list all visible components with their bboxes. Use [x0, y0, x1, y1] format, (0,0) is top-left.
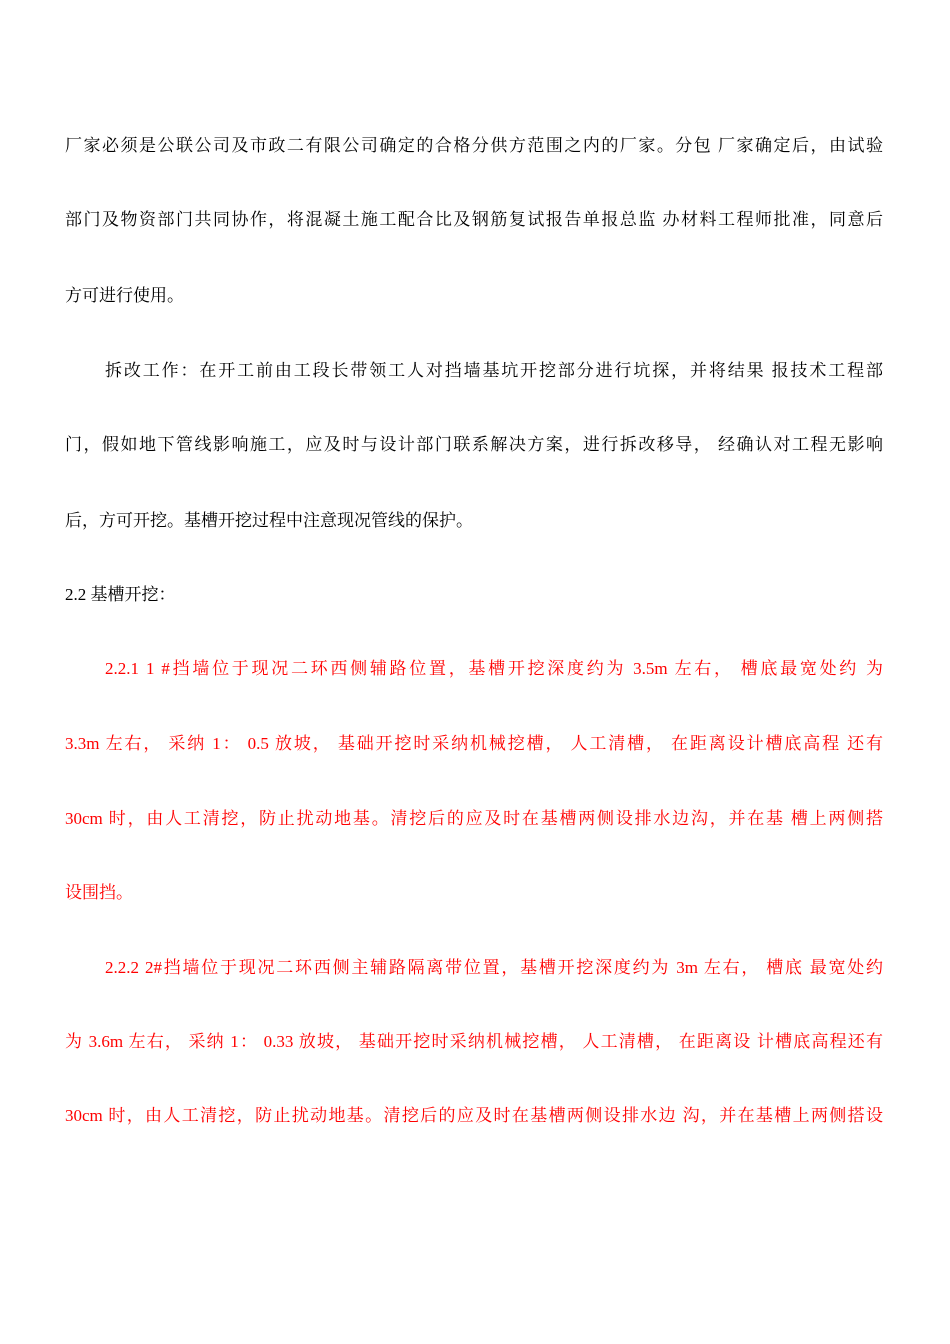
text-line: 30cm 时，由人工清挖，防止扰动地基。清挖后的应及时在基槽两侧设排水边 沟，并在基槽上两侧搭设	[65, 1106, 883, 1125]
text-line: 为 3.6m 左右， 采纳 1： 0.33 放坡， 基础开挖时采纳机械挖槽， 人工清槽， 在距离设 计槽底高程还有	[65, 1032, 883, 1051]
text-line: 方可进行使用。	[65, 286, 184, 305]
section-heading: 2.2 基槽开挖：	[65, 585, 176, 604]
text-line: 2.2.2 2#挡墙位于现况二环西侧主辅路隔离带位置，基槽开挖深度约为 3m 左右， 槽底 最宽处约	[105, 958, 883, 977]
text-line: 厂家必须是公联公司及市政二有限公司确定的合格分供方范围之内的厂家。分包 厂家确定后，由试验	[65, 136, 883, 155]
text-line: 后，方可开挖。基槽开挖过程中注意现况管线的保护。	[65, 511, 473, 530]
text-line: 2.2.1 1 #挡墙位于现况二环西侧辅路位置，基槽开挖深度约为 3.5m 左右， 槽底最宽处约 为	[105, 659, 883, 678]
text-line: 部门及物资部门共同协作，将混凝土施工配合比及钢筋复试报告单报总监 办材料工程师批准，同意后	[65, 210, 883, 229]
text-line: 30cm 时，由人工清挖，防止扰动地基。清挖后的应及时在基槽两侧设排水边沟，并在基 槽上两侧搭	[65, 809, 883, 828]
text-line: 3.3m 左右， 采纳 1： 0.5 放坡， 基础开挖时采纳机械挖槽， 人工清槽， 在距离设计槽底高程 还有	[65, 734, 883, 753]
text-line: 门，假如地下管线影响施工，应及时与设计部门联系解决方案，进行拆改移导， 经确认对工程无影响	[65, 435, 883, 454]
text-line: 拆改工作：在开工前由工段长带领工人对挡墙基坑开挖部分进行坑探，并将结果 报技术工程部	[105, 361, 883, 380]
text-line: 设围挡。	[65, 883, 133, 902]
